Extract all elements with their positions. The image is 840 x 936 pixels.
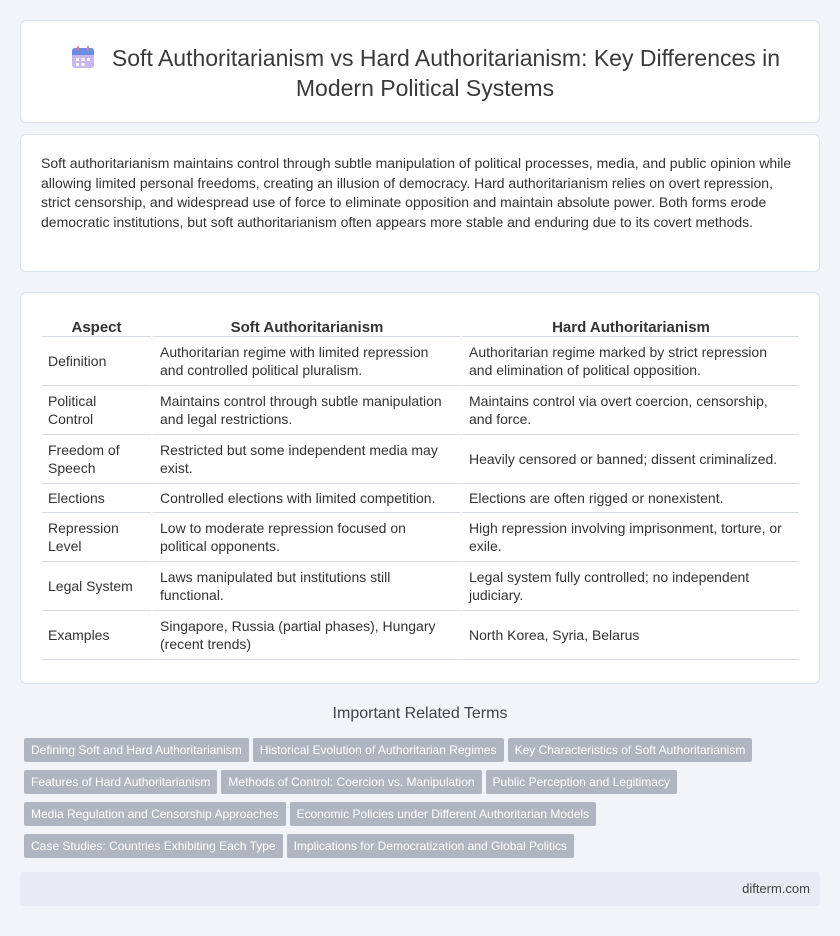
related-term-link[interactable]: Economic Policies under Different Authoritarian Models — [290, 802, 597, 826]
related-term-link[interactable]: Features of Hard Authoritarianism — [24, 770, 217, 794]
tag-row — [24, 802, 814, 834]
table-row — [42, 386, 799, 435]
tag-row — [24, 770, 814, 802]
title-card — [20, 20, 820, 123]
soft-cell: Laws manipulated but institutions still functional. — [151, 562, 460, 611]
related-term-link[interactable]: Historical Evolution of Authoritarian Regimes — [253, 738, 504, 762]
hard-cell: Heavily censored or banned; dissent criminalized. — [460, 435, 799, 484]
aspect-cell: Legal System — [42, 562, 151, 611]
related-terms-list — [24, 738, 814, 866]
hard-cell: Elections are often rigged or nonexistent. — [460, 484, 799, 513]
aspect-cell: Examples — [42, 611, 151, 660]
soft-cell: Controlled elections with limited competition. — [151, 484, 460, 513]
hard-cell: Maintains control via overt coercion, censorship, and force. — [460, 386, 799, 435]
summary-text: Soft authoritarianism maintains control through subtle manipulation of political processes, media, and public opinion while allowing limited personal freedoms, creating an illusion of democracy. Hard authoritarianism relies on overt repression, strict censorship, and widespread use of force to eliminate opposition and maintain absolute power. Both forms erode democratic institutions, but soft authoritarianism often appears more stable and enduring due to its covert methods. — [41, 155, 792, 230]
header-soft: Soft Authoritarianism — [151, 315, 460, 337]
soft-cell: Low to moderate repression focused on political opponents. — [151, 513, 460, 562]
hard-cell: High repression involving imprisonment, torture, or exile. — [460, 513, 799, 562]
table-row — [42, 435, 799, 484]
soft-cell: Singapore, Russia (partial phases), Hungary (recent trends) — [151, 611, 460, 660]
summary-card — [20, 134, 820, 272]
aspect-cell: Definition — [42, 337, 151, 386]
aspect-cell: Repression Level — [42, 513, 151, 562]
related-term-link[interactable]: Media Regulation and Censorship Approaches — [24, 802, 286, 826]
related-terms-title: Important Related Terms — [332, 705, 508, 722]
table-row — [42, 337, 799, 386]
comparison-table — [42, 315, 799, 660]
aspect-cell: Freedom of Speech — [42, 435, 151, 484]
soft-cell: Maintains control through subtle manipulation and legal restrictions. — [151, 386, 460, 435]
table-row — [42, 484, 799, 513]
hard-cell: North Korea, Syria, Belarus — [460, 611, 799, 660]
hard-cell: Authoritarian regime marked by strict repression and elimination of political opposition. — [460, 337, 799, 386]
related-term-link[interactable]: Case Studies: Countries Exhibiting Each Type — [24, 834, 283, 858]
related-term-link[interactable]: Key Characteristics of Soft Authoritarianism — [508, 738, 753, 762]
related-term-link[interactable]: Defining Soft and Hard Authoritarianism — [24, 738, 249, 762]
footer-site-link[interactable]: difterm.com — [742, 881, 810, 896]
header-aspect: Aspect — [42, 315, 151, 337]
related-term-link[interactable]: Public Perception and Legitimacy — [486, 770, 677, 794]
related-term-link[interactable]: Methods of Control: Coercion vs. Manipulation — [221, 770, 481, 794]
calendar-icon — [70, 44, 96, 70]
table-header-row — [42, 315, 799, 337]
soft-cell: Restricted but some independent media may exist. — [151, 435, 460, 484]
page-title: Soft Authoritarianism vs Hard Authoritarianism: Key Differences in Modern Political Systems — [111, 45, 781, 101]
header-hard: Hard Authoritarianism — [460, 315, 799, 337]
hard-cell: Legal system fully controlled; no independent judiciary. — [460, 562, 799, 611]
comparison-card — [20, 292, 820, 684]
page-title-wrap — [51, 43, 799, 103]
tag-row — [24, 738, 814, 770]
soft-cell: Authoritarian regime with limited repression and controlled political pluralism. — [151, 337, 460, 386]
aspect-cell: Elections — [42, 484, 151, 513]
aspect-cell: Political Control — [42, 386, 151, 435]
footer — [20, 872, 820, 906]
table-row — [42, 513, 799, 562]
related-term-link[interactable]: Implications for Democratization and Global Politics — [287, 834, 574, 858]
table-row — [42, 562, 799, 611]
tag-row — [24, 834, 814, 866]
table-row — [42, 611, 799, 660]
